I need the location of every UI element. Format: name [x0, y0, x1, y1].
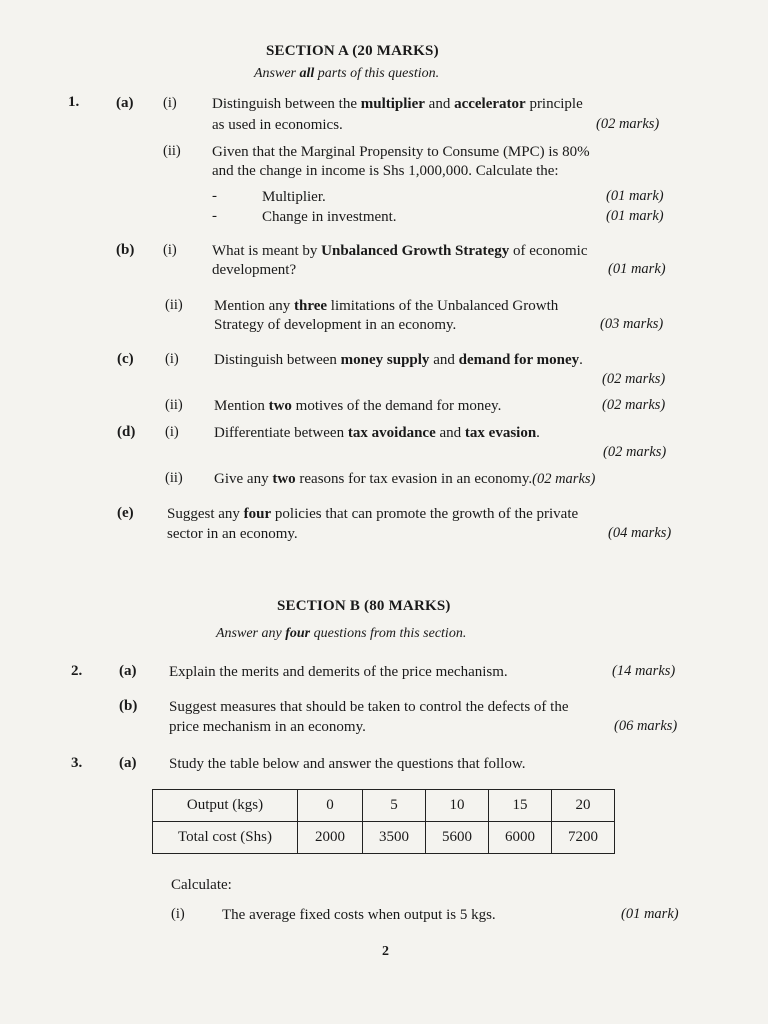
q1a-ii-bullet1-marks: (01 mark) — [606, 188, 664, 204]
part-label-1d: (d) — [117, 424, 136, 440]
q1d-i-marks: (02 marks) — [603, 444, 667, 460]
q3a-i-line1: The average fixed costs when output is 5 kgs. — [222, 907, 496, 923]
subpart-label-1a-i: (i) — [163, 95, 177, 111]
part-label-2a: (a) — [119, 663, 137, 679]
q1c-ii-line1: Mention two motives of the demand for money. — [214, 398, 502, 414]
table-cell: 10 — [426, 790, 489, 822]
q1b-ii-marks: (03 marks) — [600, 316, 664, 332]
question-number-2: 2. — [71, 663, 83, 679]
subpart-label-1d-ii: (ii) — [165, 470, 183, 486]
q2b-line2: price mechanism in an economy. — [169, 719, 366, 735]
q1b-i-line2: development? — [212, 262, 297, 278]
table-cell: 6000 — [489, 822, 552, 854]
question-number-3: 3. — [71, 755, 83, 771]
table-header-cell: Total cost (Shs) — [153, 822, 298, 854]
question-number-1: 1. — [68, 94, 80, 110]
q1a-ii-line1: Given that the Marginal Propensity to Consume (MPC) is 80% — [212, 144, 590, 160]
part-label-1e: (e) — [117, 505, 134, 521]
q1e-line2: sector in an economy. — [167, 526, 298, 542]
part-label-1b: (b) — [116, 242, 135, 258]
cost-table — [152, 789, 615, 854]
q1a-ii-bullet2: Change in investment. — [262, 209, 397, 225]
q3a-line1: Study the table below and answer the questions that follow. — [169, 756, 526, 772]
q1a-ii-line2: and the change in income is Shs 1,000,000. Calculate the: — [212, 163, 559, 179]
subpart-label-1c-ii: (ii) — [165, 397, 183, 413]
section-a-title: SECTION A (20 MARKS) — [266, 43, 439, 59]
q1a-i-marks: (02 marks) — [596, 116, 660, 132]
subpart-label-1b-i: (i) — [163, 242, 177, 258]
part-label-2b: (b) — [119, 698, 138, 714]
q1d-ii-line1: Give any two reasons for tax evasion in an economy.(02 marks) — [214, 471, 596, 487]
table-header-cell: Output (kgs) — [153, 790, 298, 822]
q2b-line1: Suggest measures that should be taken to control the defects of the — [169, 699, 569, 715]
q2a-marks: (14 marks) — [612, 663, 676, 679]
q2a-line1: Explain the merits and demerits of the price mechanism. — [169, 664, 508, 680]
table-cell: 5 — [363, 790, 426, 822]
q1a-i-line2: as used in economics. — [212, 117, 343, 133]
q1e-marks: (04 marks) — [608, 525, 672, 541]
section-b-instruction: Answer any four questions from this section. — [216, 626, 467, 641]
q1e-line1: Suggest any four policies that can promote the growth of the private — [167, 506, 579, 522]
subpart-label-1b-ii: (ii) — [165, 297, 183, 313]
table-cell: 2000 — [298, 822, 363, 854]
q1a-ii-bullet2-marks: (01 mark) — [606, 208, 664, 224]
table-cell: 20 — [552, 790, 615, 822]
subpart-label-3a-i: (i) — [171, 906, 185, 922]
bullet-dash: - — [212, 188, 217, 204]
part-label-1a: (a) — [116, 95, 134, 111]
q1a-i-line1: Distinguish between the multiplier and accelerator principle — [212, 96, 583, 112]
table-cell: 5600 — [426, 822, 489, 854]
q1b-i-marks: (01 mark) — [608, 261, 666, 277]
part-label-1c: (c) — [117, 351, 134, 367]
calculate-label: Calculate: — [171, 877, 232, 893]
q1d-i-line1: Differentiate between tax avoidance and tax evasion. — [214, 425, 540, 441]
subpart-label-1d-i: (i) — [165, 424, 179, 440]
table-cell: 15 — [489, 790, 552, 822]
q1c-i-marks: (02 marks) — [602, 371, 666, 387]
page-number: 2 — [382, 944, 389, 959]
q3a-i-marks: (01 mark) — [621, 906, 679, 922]
table-row — [153, 822, 615, 854]
bullet-dash: - — [212, 208, 217, 224]
q1b-ii-line1: Mention any three limitations of the Unbalanced Growth — [214, 298, 559, 314]
q1b-ii-line2: Strategy of development in an economy. — [214, 317, 457, 333]
table-cell: 7200 — [552, 822, 615, 854]
part-label-3a: (a) — [119, 755, 137, 771]
q1c-ii-marks: (02 marks) — [602, 397, 666, 413]
table-cell: 0 — [298, 790, 363, 822]
table-cell: 3500 — [363, 822, 426, 854]
q1a-ii-bullet1: Multiplier. — [262, 189, 326, 205]
q1c-i-line1: Distinguish between money supply and demand for money. — [214, 352, 583, 368]
q2b-marks: (06 marks) — [614, 718, 678, 734]
q1b-i-line1: What is meant by Unbalanced Growth Strategy of economic — [212, 243, 588, 259]
table-row — [153, 790, 615, 822]
q1d-ii-marks: (02 marks) — [532, 471, 596, 487]
subpart-label-1a-ii: (ii) — [163, 143, 181, 159]
section-a-instruction: Answer all parts of this question. — [254, 66, 440, 81]
subpart-label-1c-i: (i) — [165, 351, 179, 367]
section-b-title: SECTION B (80 MARKS) — [277, 598, 451, 614]
